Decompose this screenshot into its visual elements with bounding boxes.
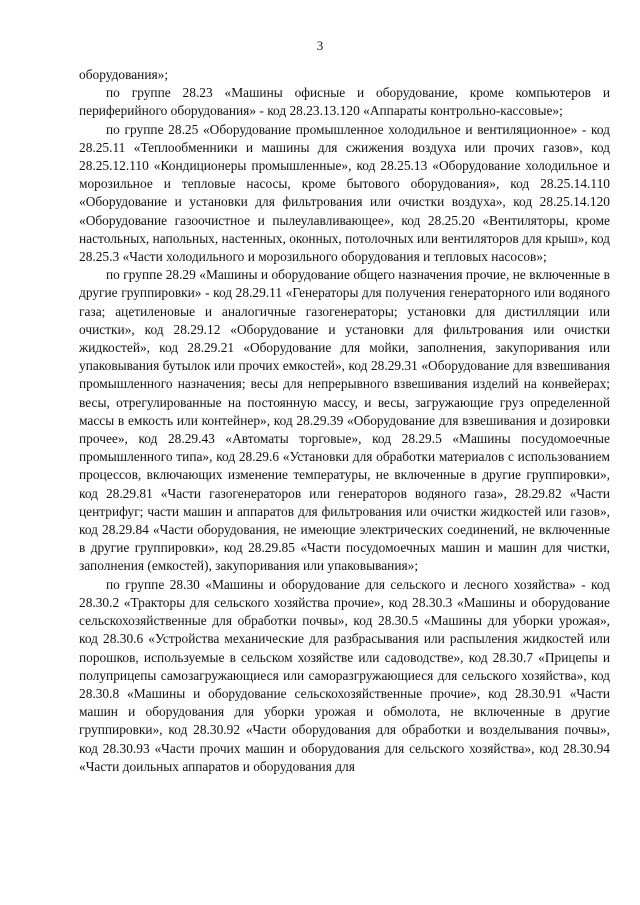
paragraph-continuation: оборудования»;	[79, 67, 169, 82]
page-number: 3	[316, 38, 324, 53]
paragraph-group-28-23: по группе 28.23 «Машины офисные и оборудование, кроме компьютеров и периферийного оборудования» - код 28.23.13.120 «Аппараты контрольно-кассовые»;	[79, 85, 610, 119]
paragraph-group-28-25: по группе 28.25 «Оборудование промышленное холодильное и вентиляционное» - код 28.25.11 «Теплообменники и машины для сжижения воздуха или прочих газов», код 28.25.12.110 «Кондиционеры промышленные», код 28.25.13 «Оборудование холодильное и морозильное и тепловые насосы, кроме бытового оборудования», код 28.25.14.110 «Оборудование и установки для фильтрования или очистки воздуха», код 28.25.14.120 «Оборудование газоочистное и пылеулавливающее», код 28.25.20 «Вентиляторы, кроме настольных, напольных, настенных, оконных, потолочных или вентиляторов для крыш», код 28.25.3 «Части холодильного и морозильного оборудования и тепловых насосов»;	[79, 121, 610, 265]
paragraph-group-28-30: по группе 28.30 «Машины и оборудование для сельского и лесного хозяйства» - код 28.30.2 «Тракторы для сельского хозяйства прочие», код 28.30.3 «Машины и оборудование сельскохозяйственные для обработки почвы», код 28.30.5 «Машины для уборки урожая», код 28.30.6 «Устройства механические для разбрасывания или распыления жидкостей или порошков, используемые в сельском хозяйстве или садоводстве», код 28.30.7 «Прицепы и полуприцепы самозагружающиеся или саморазгружающиеся для сельского хозяйства», код 28.30.8 «Машины и оборудование сельскохозяйственные прочие», код 28.30.91 «Части машин и оборудования для уборки урожая и обмолота, не включенные в другие группировки», код 28.30.92 «Части оборудования для обработки и возделывания почвы», код 28.30.93 «Части прочих машин и оборудования для сельского хозяйства», код 28.30.94 «Части доильных аппаратов и оборудования для	[79, 576, 610, 774]
document-body	[79, 66, 610, 776]
paragraph-group-28-29: по группе 28.29 «Машины и оборудование общего назначения прочие, не включенные в другие группировки» - код 28.29.11 «Генераторы для получения генераторного или водяного газа; ацетиленовые и аналогичные газогенераторы; установки для дистилляции или очистки», код 28.29.12 «Оборудование и установки для фильтрования или очистки жидкостей», код 28.29.21 «Оборудование для мойки, заполнения, закупоривания или упаковывания бутылок или прочих емкостей», код 28.29.31 «Оборудование для взвешивания промышленного назначения; весы для непрерывного взвешивания изделий на конвейерах; весы, отрегулированные на постоянную массу, и весы, загружающие груз определенной массы в емкость или контейнер», код 28.29.39 «Оборудование для взвешивания и дозировки прочее», код 28.29.43 «Автоматы торговые», код 28.29.5 «Машины посудомоечные промышленного типа», код 28.29.6 «Установки для обработки материалов с использованием процессов, включающих изменение температуры, не включенные в другие группировки», код 28.29.81 «Части газогенераторов или генераторов водяного газа», 28.29.82 «Части центрифуг; части машин и аппаратов для фильтрования или очистки жидкостей или газов», код 28.29.84 «Части оборудования, не имеющие электрических соединений, не включенные в другие группировки», код 28.29.85 «Части посудомоечных машин и машин для чистки, заполнения (емкостей), закупоривания или упаковывания»;	[79, 267, 610, 574]
